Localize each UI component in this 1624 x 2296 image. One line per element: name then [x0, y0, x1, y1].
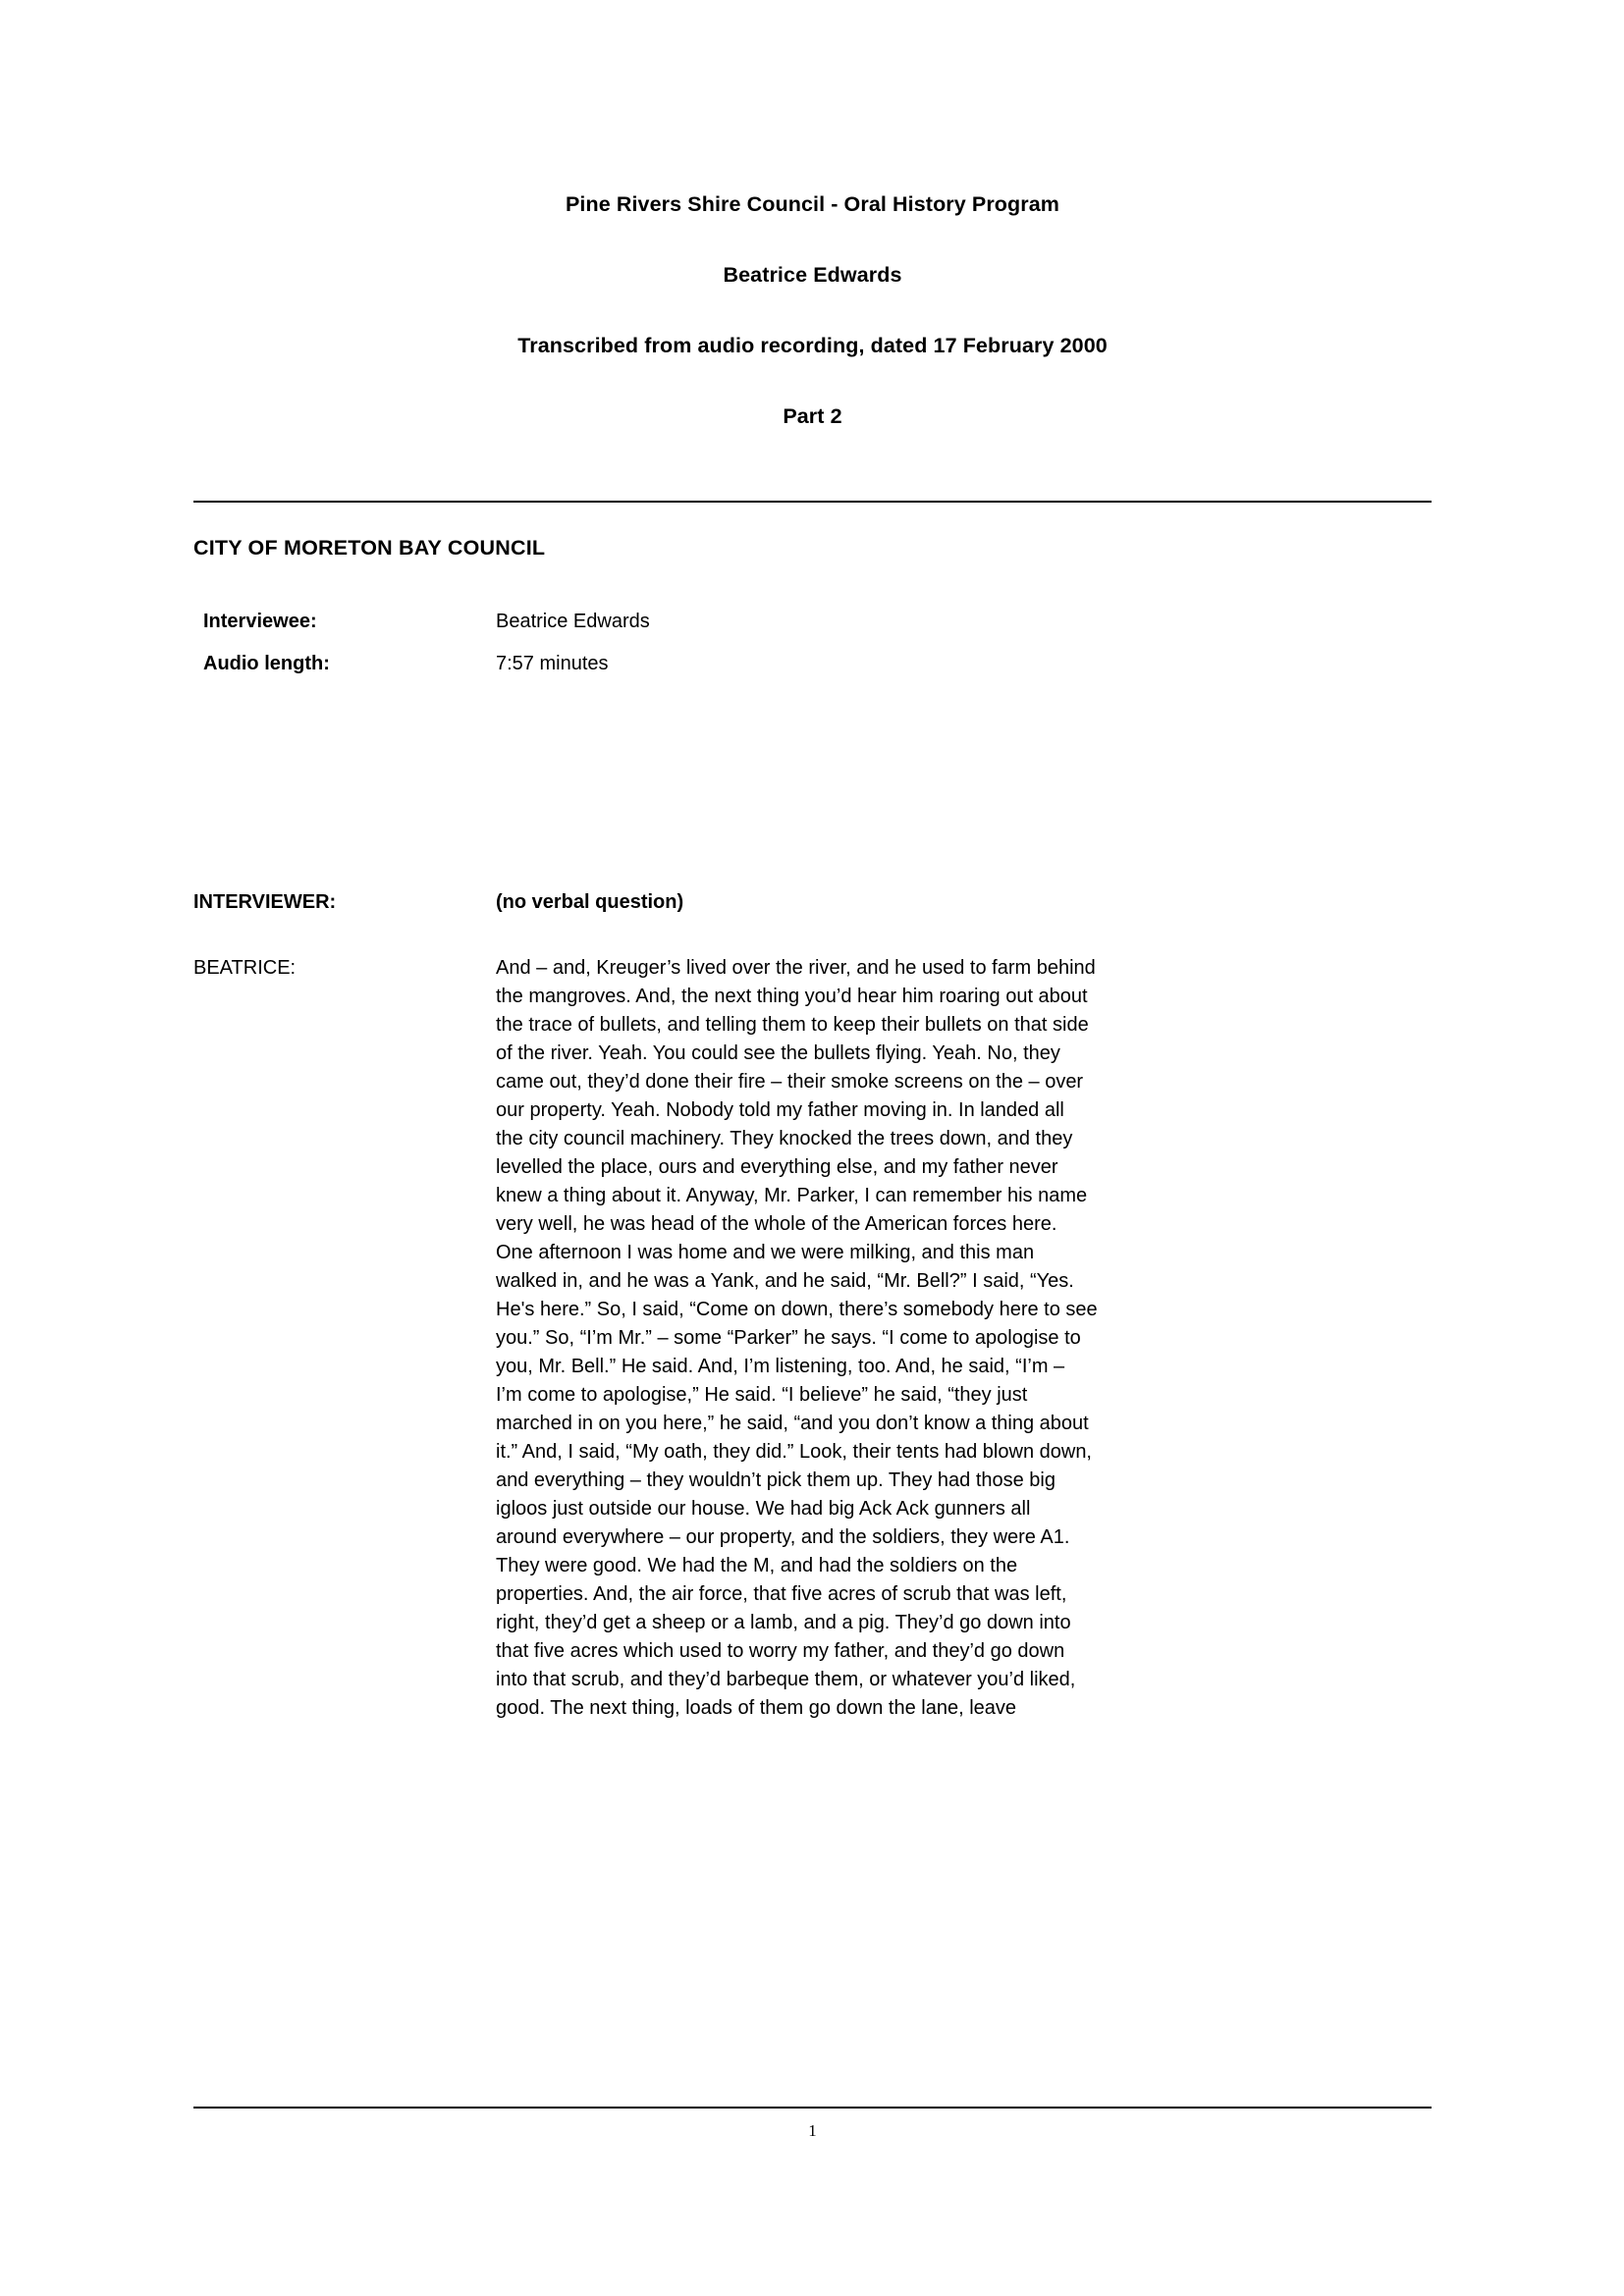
- council-heading: CITY OF MORETON BAY COUNCIL: [193, 536, 546, 560]
- transcript-line: very well, he was head of the whole of the American forces here.: [496, 1213, 1057, 1235]
- metadata-table: [203, 611, 1381, 675]
- transcript-line: our property. Yeah. Nobody told my father moving in. In landed all: [496, 1099, 1064, 1121]
- footer-divider: [193, 2107, 1432, 2109]
- transcript-line: and everything – they wouldn’t pick them up. They had those big: [496, 1469, 1056, 1491]
- transcript-line: knew a thing about it. Anyway, Mr. Parker, I can remember his name: [496, 1185, 1088, 1206]
- transcript-line: And – and, Kreuger’s lived over the river, and he used to farm behind: [496, 957, 1096, 979]
- transcript-line: walked in, and he was a Yank, and he said, “Mr. Bell?” I said, “Yes.: [496, 1270, 1074, 1292]
- header-divider: [193, 501, 1432, 503]
- transcript-line: One afternoon I was home and we were milking, and this man: [496, 1242, 1035, 1263]
- speaker-label-beatrice: BEATRICE:: [193, 957, 297, 979]
- title-line-part: Part 2: [783, 403, 842, 428]
- title-line-interviewee: Beatrice Edwards: [723, 262, 902, 287]
- transcript-line: you, Mr. Bell.” He said. And, I’m listening, too. And, he said, “I’m –: [496, 1356, 1065, 1377]
- title-line-program: Pine Rivers Shire Council - Oral History Program: [565, 192, 1060, 216]
- transcript-line: He's here.” So, I said, “Come on down, there’s somebody here to see: [496, 1299, 1098, 1320]
- transcript-line: They were good. We had the M, and had the soldiers on the: [496, 1555, 1018, 1576]
- title-line-transcription-date: Transcribed from audio recording, dated 17 February 2000: [517, 333, 1108, 357]
- transcript-line: marched in on you here,” he said, “and you don’t know a thing about: [496, 1413, 1089, 1434]
- metadata-value-interviewee: Beatrice Edwards: [496, 611, 650, 632]
- transcript-turn-beatrice: [193, 954, 1435, 1723]
- transcript-line: came out, they’d done their fire – their smoke screens on the – over: [496, 1071, 1084, 1093]
- transcript-line: igloos just outside our house. We had big Ack Ack gunners all: [496, 1498, 1031, 1520]
- transcript-line: you.” So, “I’m Mr.” – some “Parker” he says. “I come to apologise to: [496, 1327, 1081, 1349]
- transcript-line: around everywhere – our property, and the soldiers, they were A1.: [496, 1526, 1070, 1548]
- metadata-row-audio-length: [203, 653, 1381, 675]
- speaker-text-interviewer: (no verbal question): [496, 891, 684, 913]
- metadata-label-interviewee: Interviewee:: [203, 611, 317, 632]
- transcript-line: good. The next thing, loads of them go down the lane, leave: [496, 1697, 1016, 1719]
- transcript-line: it.” And, I said, “My oath, they did.” Look, their tents had blown down,: [496, 1441, 1092, 1463]
- transcript-line: properties. And, the air force, that five acres of scrub that was left,: [496, 1583, 1067, 1605]
- speaker-label-interviewer: INTERVIEWER:: [193, 891, 337, 913]
- metadata-row-interviewee: [203, 611, 1381, 633]
- page-number: 1: [808, 2121, 817, 2140]
- transcript-line: the city council machinery. They knocked the trees down, and they: [496, 1128, 1073, 1149]
- speaker-text-beatrice: [496, 954, 1435, 1723]
- transcript-line: right, they’d get a sheep or a lamb, and a pig. They’d go down into: [496, 1612, 1071, 1633]
- transcript-line: the trace of bullets, and telling them to keep their bullets on that side: [496, 1014, 1089, 1036]
- transcript-line: of the river. Yeah. You could see the bullets flying. Yeah. No, they: [496, 1042, 1060, 1064]
- transcript-line: levelled the place, ours and everything else, and my father never: [496, 1156, 1058, 1178]
- document-title-block: [193, 191, 1432, 430]
- transcript-turn-interviewer: [193, 888, 1435, 917]
- transcript-line: the mangroves. And, the next thing you’d hear him roaring out about: [496, 986, 1088, 1007]
- metadata-value-audio-length: 7:57 minutes: [496, 653, 609, 674]
- transcript-line: that five acres which used to worry my father, and they’d go down: [496, 1640, 1065, 1662]
- transcript-line: into that scrub, and they’d barbeque them, or whatever you’d liked,: [496, 1669, 1076, 1690]
- metadata-label-audio-length: Audio length:: [203, 653, 330, 674]
- transcript-line: I’m come to apologise,” He said. “I believe” he said, “they just: [496, 1384, 1028, 1406]
